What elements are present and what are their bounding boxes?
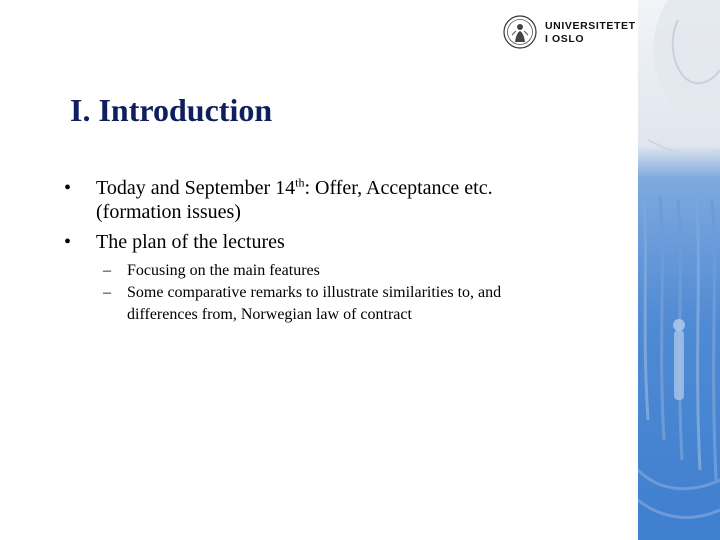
sub-bullet-list xyxy=(0,260,630,326)
bullet-item-1-line2: (formation issues) xyxy=(96,201,241,223)
sub-bullet-item-1 xyxy=(0,260,567,282)
bullet-item-1-line1 xyxy=(96,176,630,200)
sub-bullet-item-2-line1: Some comparative remarks to illustrate similarities to, and xyxy=(127,284,502,301)
sub-bullet-item-1-text: Focusing on the main features xyxy=(127,262,320,279)
university-name xyxy=(545,20,636,46)
sub-bullet-mark: – xyxy=(103,262,111,279)
sub-bullet-item-2 xyxy=(0,282,567,326)
bullet-mark: • xyxy=(64,177,72,199)
slide-title: I. Introduction xyxy=(70,92,273,128)
bullet-item-1-text: Today and September 14 xyxy=(96,177,296,199)
bullet-mark: • xyxy=(64,231,72,253)
slide-body xyxy=(0,176,630,326)
university-logo xyxy=(503,15,636,51)
bullet-item-1 xyxy=(0,176,630,224)
bullet-item-1-superscript: th xyxy=(295,175,305,190)
university-name-line1: UNIVERSITETET xyxy=(545,20,636,32)
bullet-item-2 xyxy=(0,230,630,254)
sub-bullet-item-2-line2: differences from, Norwegian law of contract xyxy=(127,306,412,323)
bullet-item-2-text: The plan of the lectures xyxy=(96,231,285,253)
bullet-item-1-text-end: : Offer, Acceptance etc. xyxy=(304,177,493,199)
sub-bullet-mark: – xyxy=(103,284,111,301)
decorative-statue-graphic xyxy=(638,0,720,540)
university-name-line2: I OSLO xyxy=(545,33,585,45)
decorative-side-strip xyxy=(638,0,720,540)
university-seal-icon xyxy=(503,15,537,49)
